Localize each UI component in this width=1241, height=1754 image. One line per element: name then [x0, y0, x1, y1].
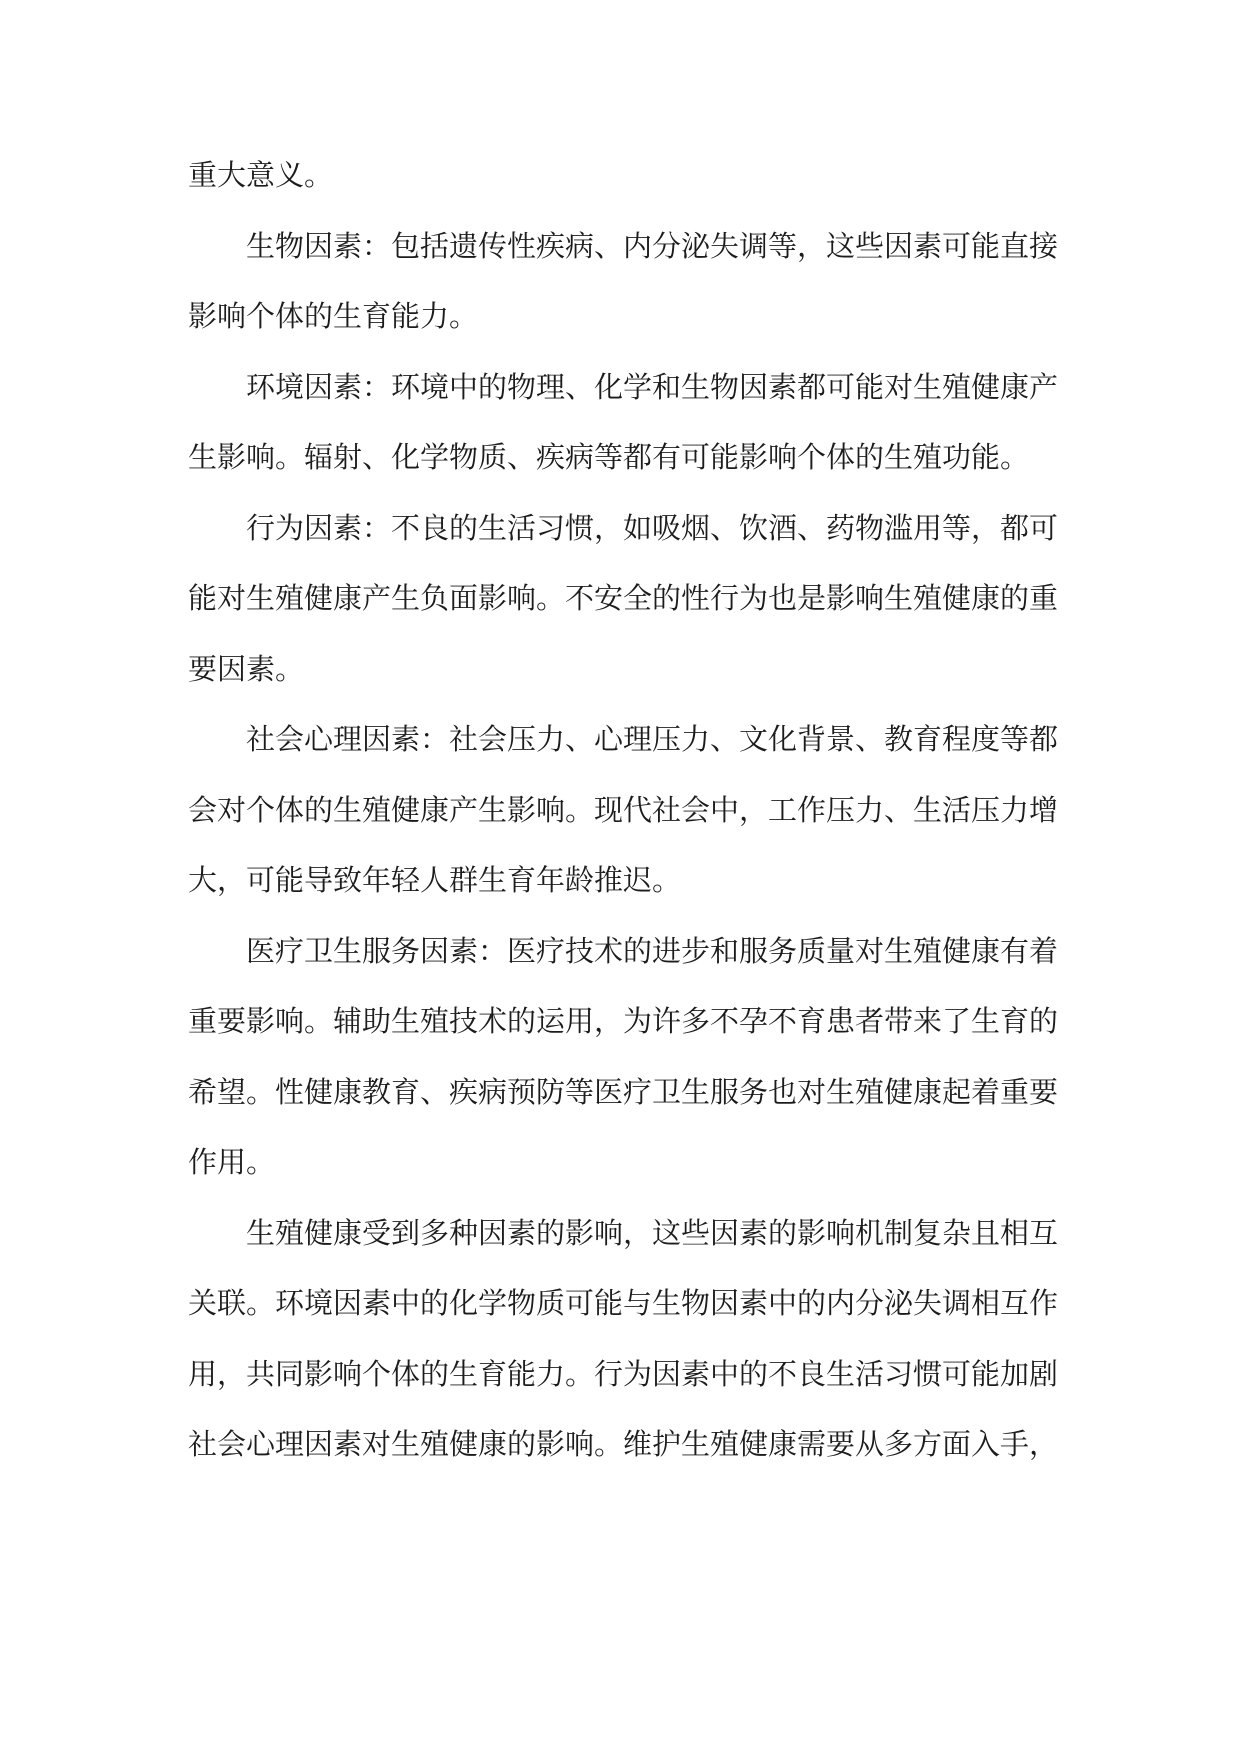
- paragraph-behavioral-factors: 行为因素：不良的生活习惯，如吸烟、饮酒、药物滥用等，都可能对生殖健康产生负面影响。不安全的性行为也是影响生殖健康的重要因素。: [188, 510, 1059, 686]
- document-body: [188, 140, 1058, 1480]
- paragraph-biological-factors: 生物因素：包括遗传性疾病、内分泌失调等，这些因素可能直接影响个体的生育能力。: [188, 228, 1059, 333]
- paragraph-summary: 生殖健康受到多种因素的影响，这些因素的影响机制复杂且相互关联。环境因素中的化学物质可能与生物因素中的内分泌失调相互作用，共同影响个体的生育能力。行为因素中的不良生活习惯可能加剧社会心理因素对生殖健康的影响。维护生殖健康需要从多方面入手，: [188, 1215, 1059, 1461]
- paragraph-environmental-factors: 环境因素：环境中的物理、化学和生物因素都可能对生殖健康产生影响。辐射、化学物质、疾病等都有可能影响个体的生殖功能。: [188, 369, 1059, 474]
- paragraph-continuation: 重大意义。: [188, 158, 334, 192]
- paragraph-medical-service-factors: 医疗卫生服务因素：医疗技术的进步和服务质量对生殖健康有着重要影响。辅助生殖技术的运用，为许多不孕不育患者带来了生育的希望。性健康教育、疾病预防等医疗卫生服务也对生殖健康起着重要作用。: [188, 933, 1059, 1179]
- paragraph-social-psychological-factors: 社会心理因素：社会压力、心理压力、文化背景、教育程度等都会对个体的生殖健康产生影响。现代社会中，工作压力、生活压力增大，可能导致年轻人群生育年龄推迟。: [188, 722, 1059, 897]
